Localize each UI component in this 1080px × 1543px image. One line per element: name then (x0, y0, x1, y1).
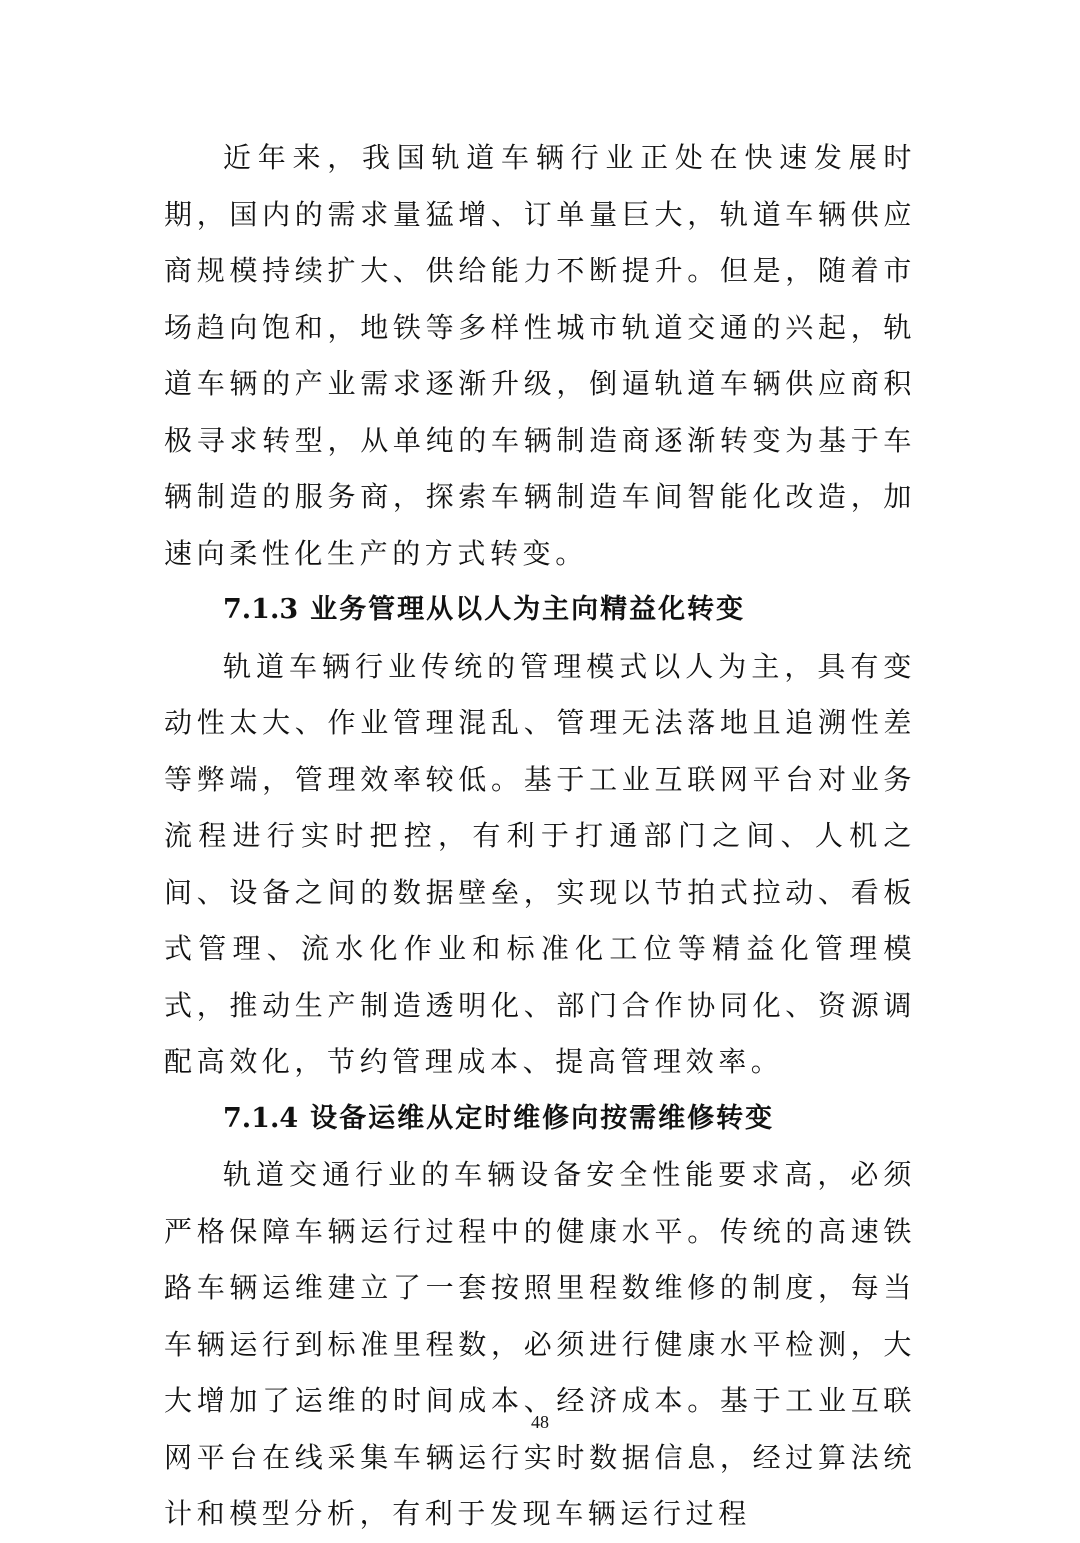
section-heading-7-1-4 (164, 1091, 916, 1148)
section-title: 设备运维从定时维修向按需维修转变 (310, 1102, 775, 1134)
page-number: 48 (531, 1412, 549, 1432)
section-number: 7.1.4 (223, 1102, 299, 1134)
section-title: 业务管理从以人为主向精益化转变 (310, 594, 746, 625)
page-content (164, 130, 916, 1543)
section-number: 7.1.3 (223, 594, 299, 625)
paragraph-business-management: 轨道车辆行业传统的管理模式以人为主，具有变动性太大、作业管理混乱、管理无法落地且追溯性差等弊端，管理效率较低。基于工业互联网平台对业务流程进行实时把控，有利于打通部门之间、人机之间、设备之间的数据壁垒，实现以节拍式拉动、看板式管理、流水化作业和标准化工位等精益化管理模式，推动生产制造透明化、部门合作协同化、资源调配高效化，节约管理成本、提高管理效率。 (164, 649, 916, 1078)
section-heading-7-1-3 (164, 582, 916, 639)
paragraph-equipment-maintenance: 轨道交通行业的车辆设备安全性能要求高，必须严格保障车辆运行过程中的健康水平。传统的高速铁路车辆运维建立了一套按照里程数维修的制度，每当车辆运行到标准里程数，必须进行健康水平检测，大大增加了运维的时间成本、经济成本。基于工业互联网平台在线采集车辆运行实时数据信息，经过算法统计和模型分析，有利于发现车辆运行过程 (164, 1158, 916, 1530)
paragraph-rail-industry-transformation: 近年来，我国轨道车辆行业正处在快速发展时期，国内的需求量猛增、订单量巨大，轨道车辆供应商规模持续扩大、供给能力不断提升。但是，随着市场趋向饱和，地铁等多样性城市轨道交通的兴起，轨道车辆的产业需求逐渐升级，倒逼轨道车辆供应商积极寻求转型，从单纯的车辆制造商逐渐转变为基于车辆制造的服务商，探索车辆制造车间智能化改造，加速向柔性化生产的方式转变。 (164, 141, 916, 570)
